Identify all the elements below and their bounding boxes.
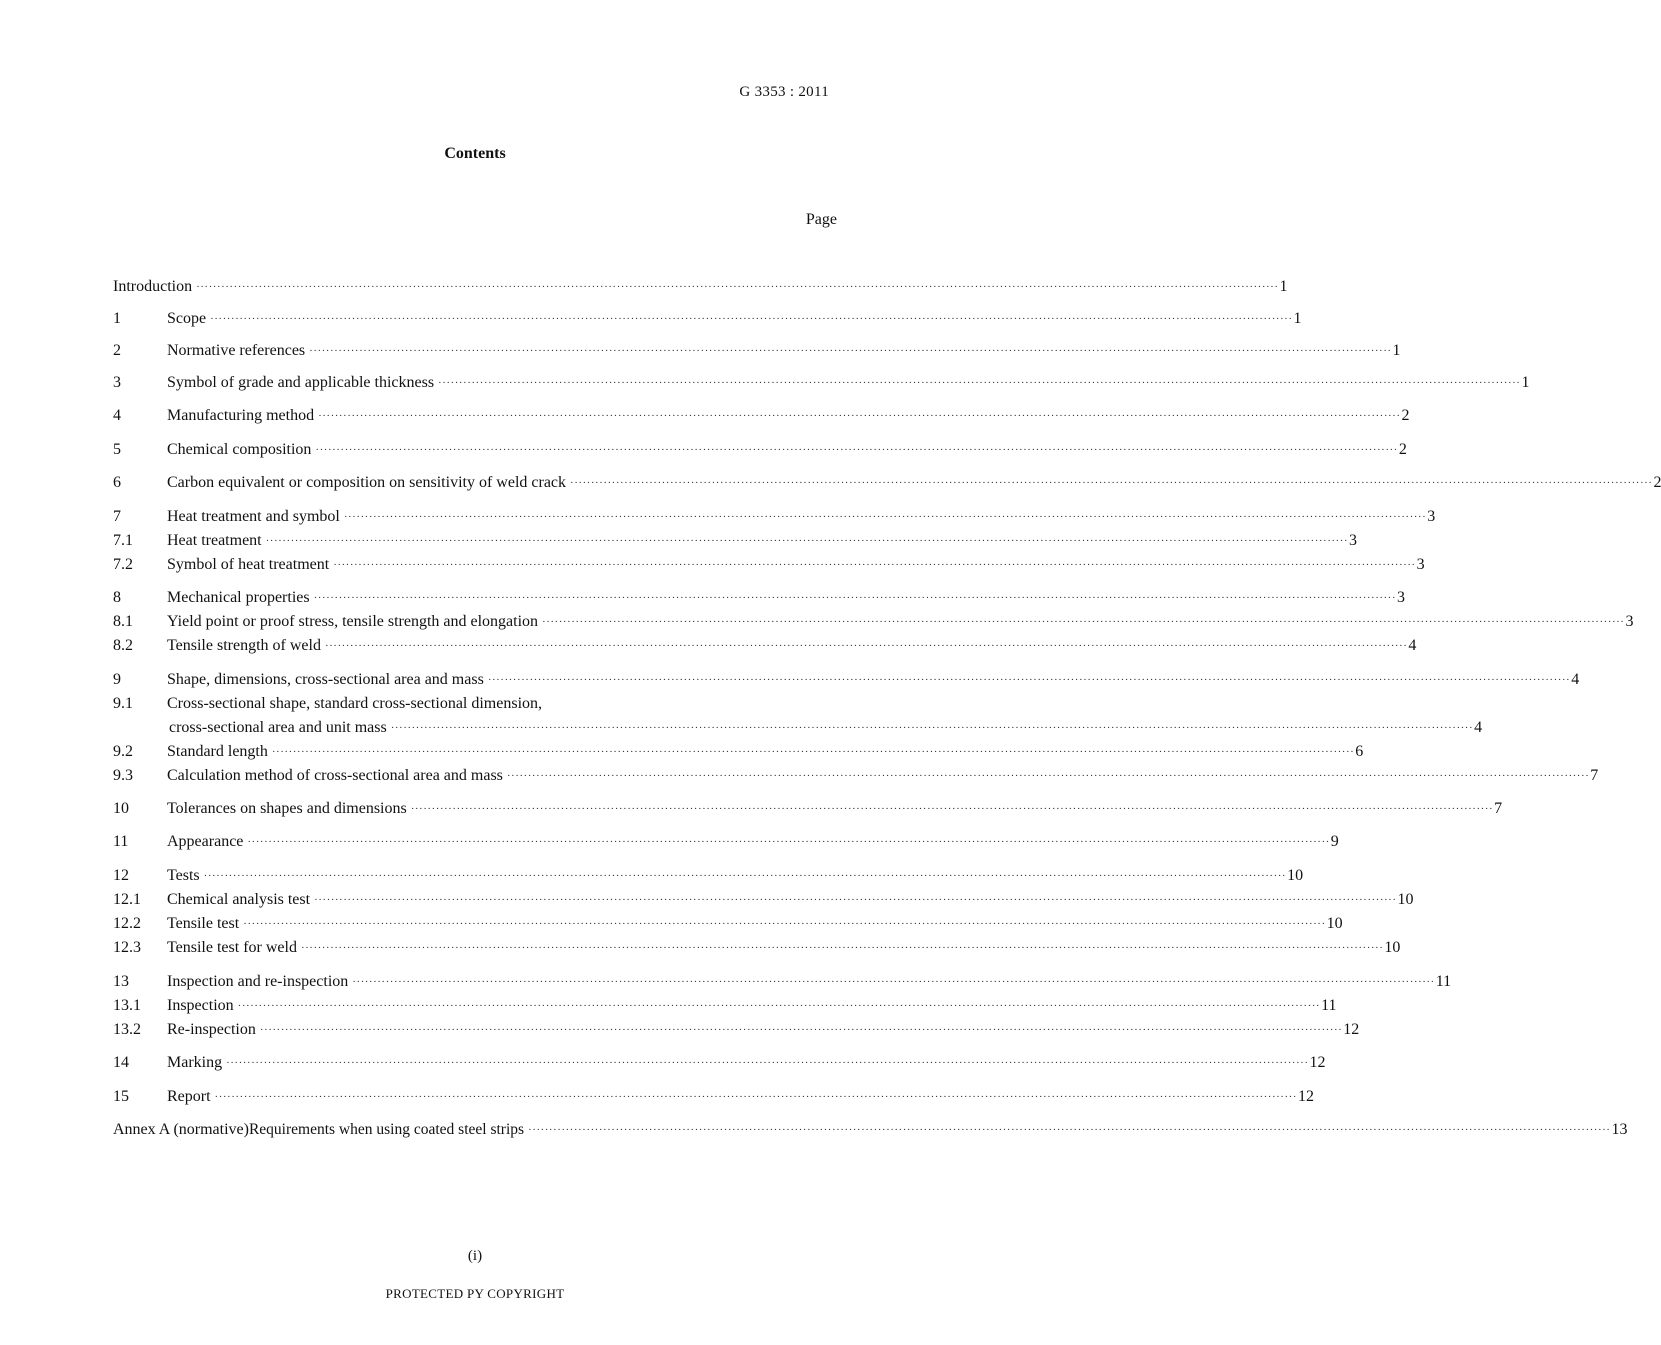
- toc-entry-number: 9.3: [113, 767, 133, 784]
- toc-entry-label: [167, 831, 1339, 853]
- toc-entry-page: 7: [1494, 800, 1503, 817]
- toc-entry-number: 12.3: [113, 939, 141, 956]
- toc-entry-title: Re-inspection: [167, 1021, 256, 1038]
- toc-entry[interactable]: [113, 865, 1304, 887]
- toc-entry-page: 10: [1326, 915, 1343, 932]
- toc-entry[interactable]: [113, 1019, 1360, 1041]
- dot-leader: ····································································································································································································································································: [313, 592, 1397, 604]
- annex-page: 13: [1611, 1121, 1628, 1138]
- toc-annex-label: [113, 1119, 1628, 1141]
- dot-leader: ····································································································································································································································································: [318, 410, 1401, 422]
- toc-entry-label: [113, 276, 1288, 298]
- toc-entry-label: [167, 798, 1503, 820]
- dot-leader: ····································································································································································································································································: [390, 722, 1474, 734]
- toc-entry-page: 3: [1427, 508, 1436, 525]
- toc-entry-number: 14: [113, 1054, 129, 1071]
- toc-entry-label: [167, 995, 1337, 1017]
- toc-entry-label: [167, 308, 1302, 330]
- toc-entry[interactable]: [113, 995, 1337, 1017]
- toc-entry-title: Symbol of grade and applicable thickness: [167, 374, 435, 391]
- toc-entry-number: 12.1: [113, 891, 141, 908]
- toc-entry-label: [167, 506, 1436, 528]
- toc-entry-page: 12: [1343, 1021, 1360, 1038]
- annex-label: Annex A (normative): [113, 1121, 249, 1138]
- standard-number: G 3353 : 2011: [739, 84, 829, 100]
- toc-entry-label: [167, 372, 1530, 394]
- toc-entry-label: [167, 765, 1599, 787]
- toc-entry-number: 4: [113, 407, 121, 424]
- toc-entry-label: [167, 865, 1304, 887]
- toc-entry-page: 11: [1321, 997, 1337, 1014]
- toc-entry[interactable]: [113, 1052, 1326, 1074]
- toc-entry[interactable]: [113, 276, 1288, 298]
- dot-leader: ····································································································································································································································································: [324, 640, 1408, 652]
- toc-entry-title: Normative references: [167, 342, 306, 359]
- toc-entry-page: 4: [1408, 637, 1417, 654]
- toc-entry-title: Heat treatment: [167, 532, 262, 549]
- dot-leader: ····································································································································································································································································: [237, 1000, 1321, 1012]
- toc-entry-number: 6: [113, 474, 121, 491]
- toc-entry-label: [167, 1086, 1314, 1108]
- dot-leader: ····································································································································································································································································: [271, 746, 1355, 758]
- dot-leader: ····································································································································································································································································: [196, 281, 1279, 293]
- toc-entry[interactable]: [113, 506, 1436, 528]
- dot-leader: ····································································································································································································································································: [300, 942, 1384, 954]
- toc-entry[interactable]: [113, 765, 1599, 787]
- toc-entry-number: 11: [113, 833, 129, 850]
- toc-entry-number: 8.1: [113, 613, 133, 630]
- toc-entry-title: Scope: [167, 310, 207, 327]
- toc-entry-number: 2: [113, 342, 121, 359]
- toc-entry-label: [167, 635, 1417, 657]
- toc-entry-title: Yield point or proof stress, tensile strength and elongation: [167, 613, 539, 630]
- toc-entry[interactable]: [113, 669, 1580, 691]
- dot-leader: ····································································································································································································································································: [309, 345, 1392, 357]
- toc-entry-label: [169, 717, 1483, 739]
- toc-entry[interactable]: [113, 405, 1410, 427]
- toc-entry-label: [167, 971, 1452, 993]
- toc-entry-title: cross-sectional area and unit mass: [169, 719, 387, 736]
- dot-leader: ····································································································································································································································································: [570, 477, 1653, 489]
- dot-leader: ····································································································································································································································································: [410, 803, 1494, 815]
- toc-entry-number: 9.1: [113, 695, 133, 712]
- toc-entry-page: 2: [1401, 407, 1410, 424]
- toc-entry-title: Manufacturing method: [167, 407, 315, 424]
- toc-entry-number: 15: [113, 1088, 129, 1105]
- toc-entry-title: Cross-sectional shape, standard cross-sectional dimension,: [167, 695, 543, 712]
- toc-entry-number: 7.2: [113, 556, 133, 573]
- toc-entry-title: Tensile strength of weld: [167, 637, 321, 654]
- toc-entry-page: 3: [1349, 532, 1358, 549]
- toc-entry-title: Tolerances on shapes and dimensions: [167, 800, 407, 817]
- toc-entry[interactable]: [113, 439, 1407, 461]
- toc-entry-title: Marking: [167, 1054, 223, 1071]
- toc-entry[interactable]: [113, 693, 819, 715]
- toc-entry[interactable]: [113, 340, 1401, 362]
- dot-leader: ····································································································································································································································································: [259, 1024, 1343, 1036]
- toc-entry[interactable]: [113, 831, 1339, 853]
- annex-title: Requirements when using coated steel strips: [248, 1121, 525, 1138]
- toc-entry-title: Tensile test for weld: [167, 939, 297, 956]
- page-column-label: Page: [805, 211, 837, 228]
- dot-leader: ····································································································································································································································································: [528, 1124, 1611, 1136]
- toc-entry-label: [167, 1019, 1360, 1041]
- toc-entry[interactable]: [113, 611, 1634, 633]
- dot-leader: ····································································································································································································································································: [210, 313, 1293, 325]
- toc-entry[interactable]: [113, 530, 1358, 552]
- toc-annex-entry[interactable]: [113, 1119, 1628, 1141]
- toc-entry-page: 4: [1474, 719, 1483, 736]
- toc-entry-label: [167, 937, 1401, 959]
- toc-entry-label: [167, 587, 1406, 609]
- toc-entry-label: [167, 913, 1343, 935]
- toc-entry[interactable]: [113, 971, 1452, 993]
- toc-entry-page: 6: [1355, 743, 1364, 760]
- toc-entry-number: 7: [113, 508, 121, 525]
- dot-leader: ····································································································································································································································································: [487, 674, 1571, 686]
- toc-entry-title: Heat treatment and symbol: [167, 508, 340, 525]
- toc-entry-page: 1: [1521, 374, 1530, 391]
- toc-entry-title: Chemical composition: [167, 441, 312, 458]
- toc-entry-number: 9.2: [113, 743, 133, 760]
- toc-entry-page: 11: [1435, 973, 1452, 990]
- dot-leader: ····································································································································································································································································: [226, 1057, 1309, 1069]
- toc-entry-label: [167, 1052, 1326, 1074]
- toc-entry-number: 13.2: [113, 1021, 141, 1038]
- toc-entry-page: 3: [1397, 589, 1406, 606]
- toc-entry-title: Appearance: [167, 833, 244, 850]
- toc-entry-page: 3: [1625, 613, 1634, 630]
- toc-entry[interactable]: [113, 472, 1661, 494]
- copyright-notice: PROTECTED PY COPYRIGHT: [385, 1286, 565, 1301]
- toc-entry-number: 13: [113, 973, 129, 990]
- toc-entry-title: Report: [167, 1088, 211, 1105]
- toc-entry-page: 10: [1287, 867, 1304, 884]
- dot-leader: ····································································································································································································································································: [343, 511, 1427, 523]
- toc-entry[interactable]: [113, 635, 1417, 657]
- toc-entry-label: [167, 741, 1364, 763]
- page-title: Contents: [444, 145, 506, 162]
- toc-entry[interactable]: [113, 308, 1302, 330]
- toc-entry-page: 2: [1398, 441, 1407, 458]
- toc-entry-label: [167, 554, 1425, 576]
- toc-entry-page: 4: [1571, 671, 1580, 688]
- toc-entry-page: 12: [1297, 1088, 1314, 1105]
- toc-entry-title: Symbol of heat treatment: [167, 556, 330, 573]
- toc-entry-continuation[interactable]: [113, 717, 1483, 739]
- dot-leader: ····································································································································································································································································: [247, 836, 1330, 848]
- toc-entry-label: [167, 472, 1661, 494]
- toc-entry-page: 2: [1653, 474, 1661, 491]
- dot-leader: ····································································································································································································································································: [315, 444, 1398, 456]
- toc-entry[interactable]: [113, 741, 1364, 763]
- toc-entry[interactable]: [113, 913, 1343, 935]
- toc-entry-number: 5: [113, 441, 121, 458]
- toc-entry-number: 7.1: [113, 532, 133, 549]
- toc-entry-page: 3: [1416, 556, 1425, 573]
- toc-entry-page: 9: [1330, 833, 1339, 850]
- toc-entry-page: 1: [1392, 342, 1401, 359]
- toc-entry-title: Calculation method of cross-sectional area and mass: [167, 767, 503, 784]
- toc-entry[interactable]: [113, 587, 1406, 609]
- toc-entry-label: [167, 439, 1407, 461]
- toc-entry-label: [167, 693, 819, 715]
- toc-entry-title: Standard length: [167, 743, 268, 760]
- toc-entry-number: 1: [113, 310, 121, 327]
- toc-entry-title: Introduction: [113, 278, 193, 295]
- dot-leader: ····································································································································································································································································: [542, 616, 1625, 628]
- toc-entry-number: 3: [113, 374, 121, 391]
- toc-entry-number: 8.2: [113, 637, 133, 654]
- dot-leader: ····································································································································································································································································: [265, 535, 1349, 547]
- toc-entry-label: [167, 340, 1401, 362]
- page-folio: (i): [467, 1248, 483, 1264]
- toc-entry-title: Shape, dimensions, cross-sectional area and mass: [167, 671, 484, 688]
- dot-leader: ····································································································································································································································································: [314, 894, 1397, 906]
- toc-entry[interactable]: [113, 937, 1401, 959]
- toc-entry-page: 1: [1293, 310, 1302, 327]
- toc-entry-number: 10: [113, 800, 129, 817]
- dot-leader: ····································································································································································································································································: [243, 918, 1326, 930]
- toc-entry[interactable]: [113, 798, 1503, 820]
- toc-entry-title: Mechanical properties: [167, 589, 310, 606]
- toc-entry-label: [167, 405, 1410, 427]
- toc-entry-page: 7: [1590, 767, 1599, 784]
- toc-entry-page: 10: [1397, 891, 1414, 908]
- dot-leader: ····································································································································································································································································: [203, 870, 1287, 882]
- toc-entry[interactable]: [113, 554, 1425, 576]
- dot-leader: ····································································································································································································································································: [214, 1091, 1297, 1103]
- toc-entry[interactable]: [113, 1086, 1314, 1108]
- toc-entry-page: 10: [1384, 939, 1401, 956]
- toc-entry-title: Tests: [167, 867, 200, 884]
- toc-entry-label: [167, 611, 1634, 633]
- toc-entry-label: [167, 530, 1358, 552]
- toc-entry-number: 13.1: [113, 997, 141, 1014]
- dot-leader: ····································································································································································································································································: [506, 770, 1590, 782]
- toc-entry-number: 12: [113, 867, 129, 884]
- dot-leader: ····································································································································································································································································: [333, 559, 1416, 571]
- toc-entry[interactable]: [113, 372, 1530, 394]
- toc-entry-number: 12.2: [113, 915, 141, 932]
- toc-entry-title: Inspection and re-inspection: [167, 973, 349, 990]
- toc-entry-label: [167, 669, 1580, 691]
- dot-leader: ····································································································································································································································································: [438, 377, 1521, 389]
- toc-entry-title: Tensile test: [167, 915, 240, 932]
- toc-entry-title: Chemical analysis test: [167, 891, 311, 908]
- toc-entry-page: 1: [1279, 278, 1288, 295]
- toc-entry-number: 9: [113, 671, 121, 688]
- dot-leader: ····································································································································································································································································: [352, 976, 1435, 988]
- toc-entry[interactable]: [113, 889, 1414, 911]
- toc-entry-number: 8: [113, 589, 121, 606]
- toc-entry-page: 12: [1309, 1054, 1326, 1071]
- toc-entry-label: [167, 889, 1414, 911]
- toc-entry-title: Carbon equivalent or composition on sensitivity of weld crack: [167, 474, 567, 491]
- toc-entry-title: Inspection: [167, 997, 234, 1014]
